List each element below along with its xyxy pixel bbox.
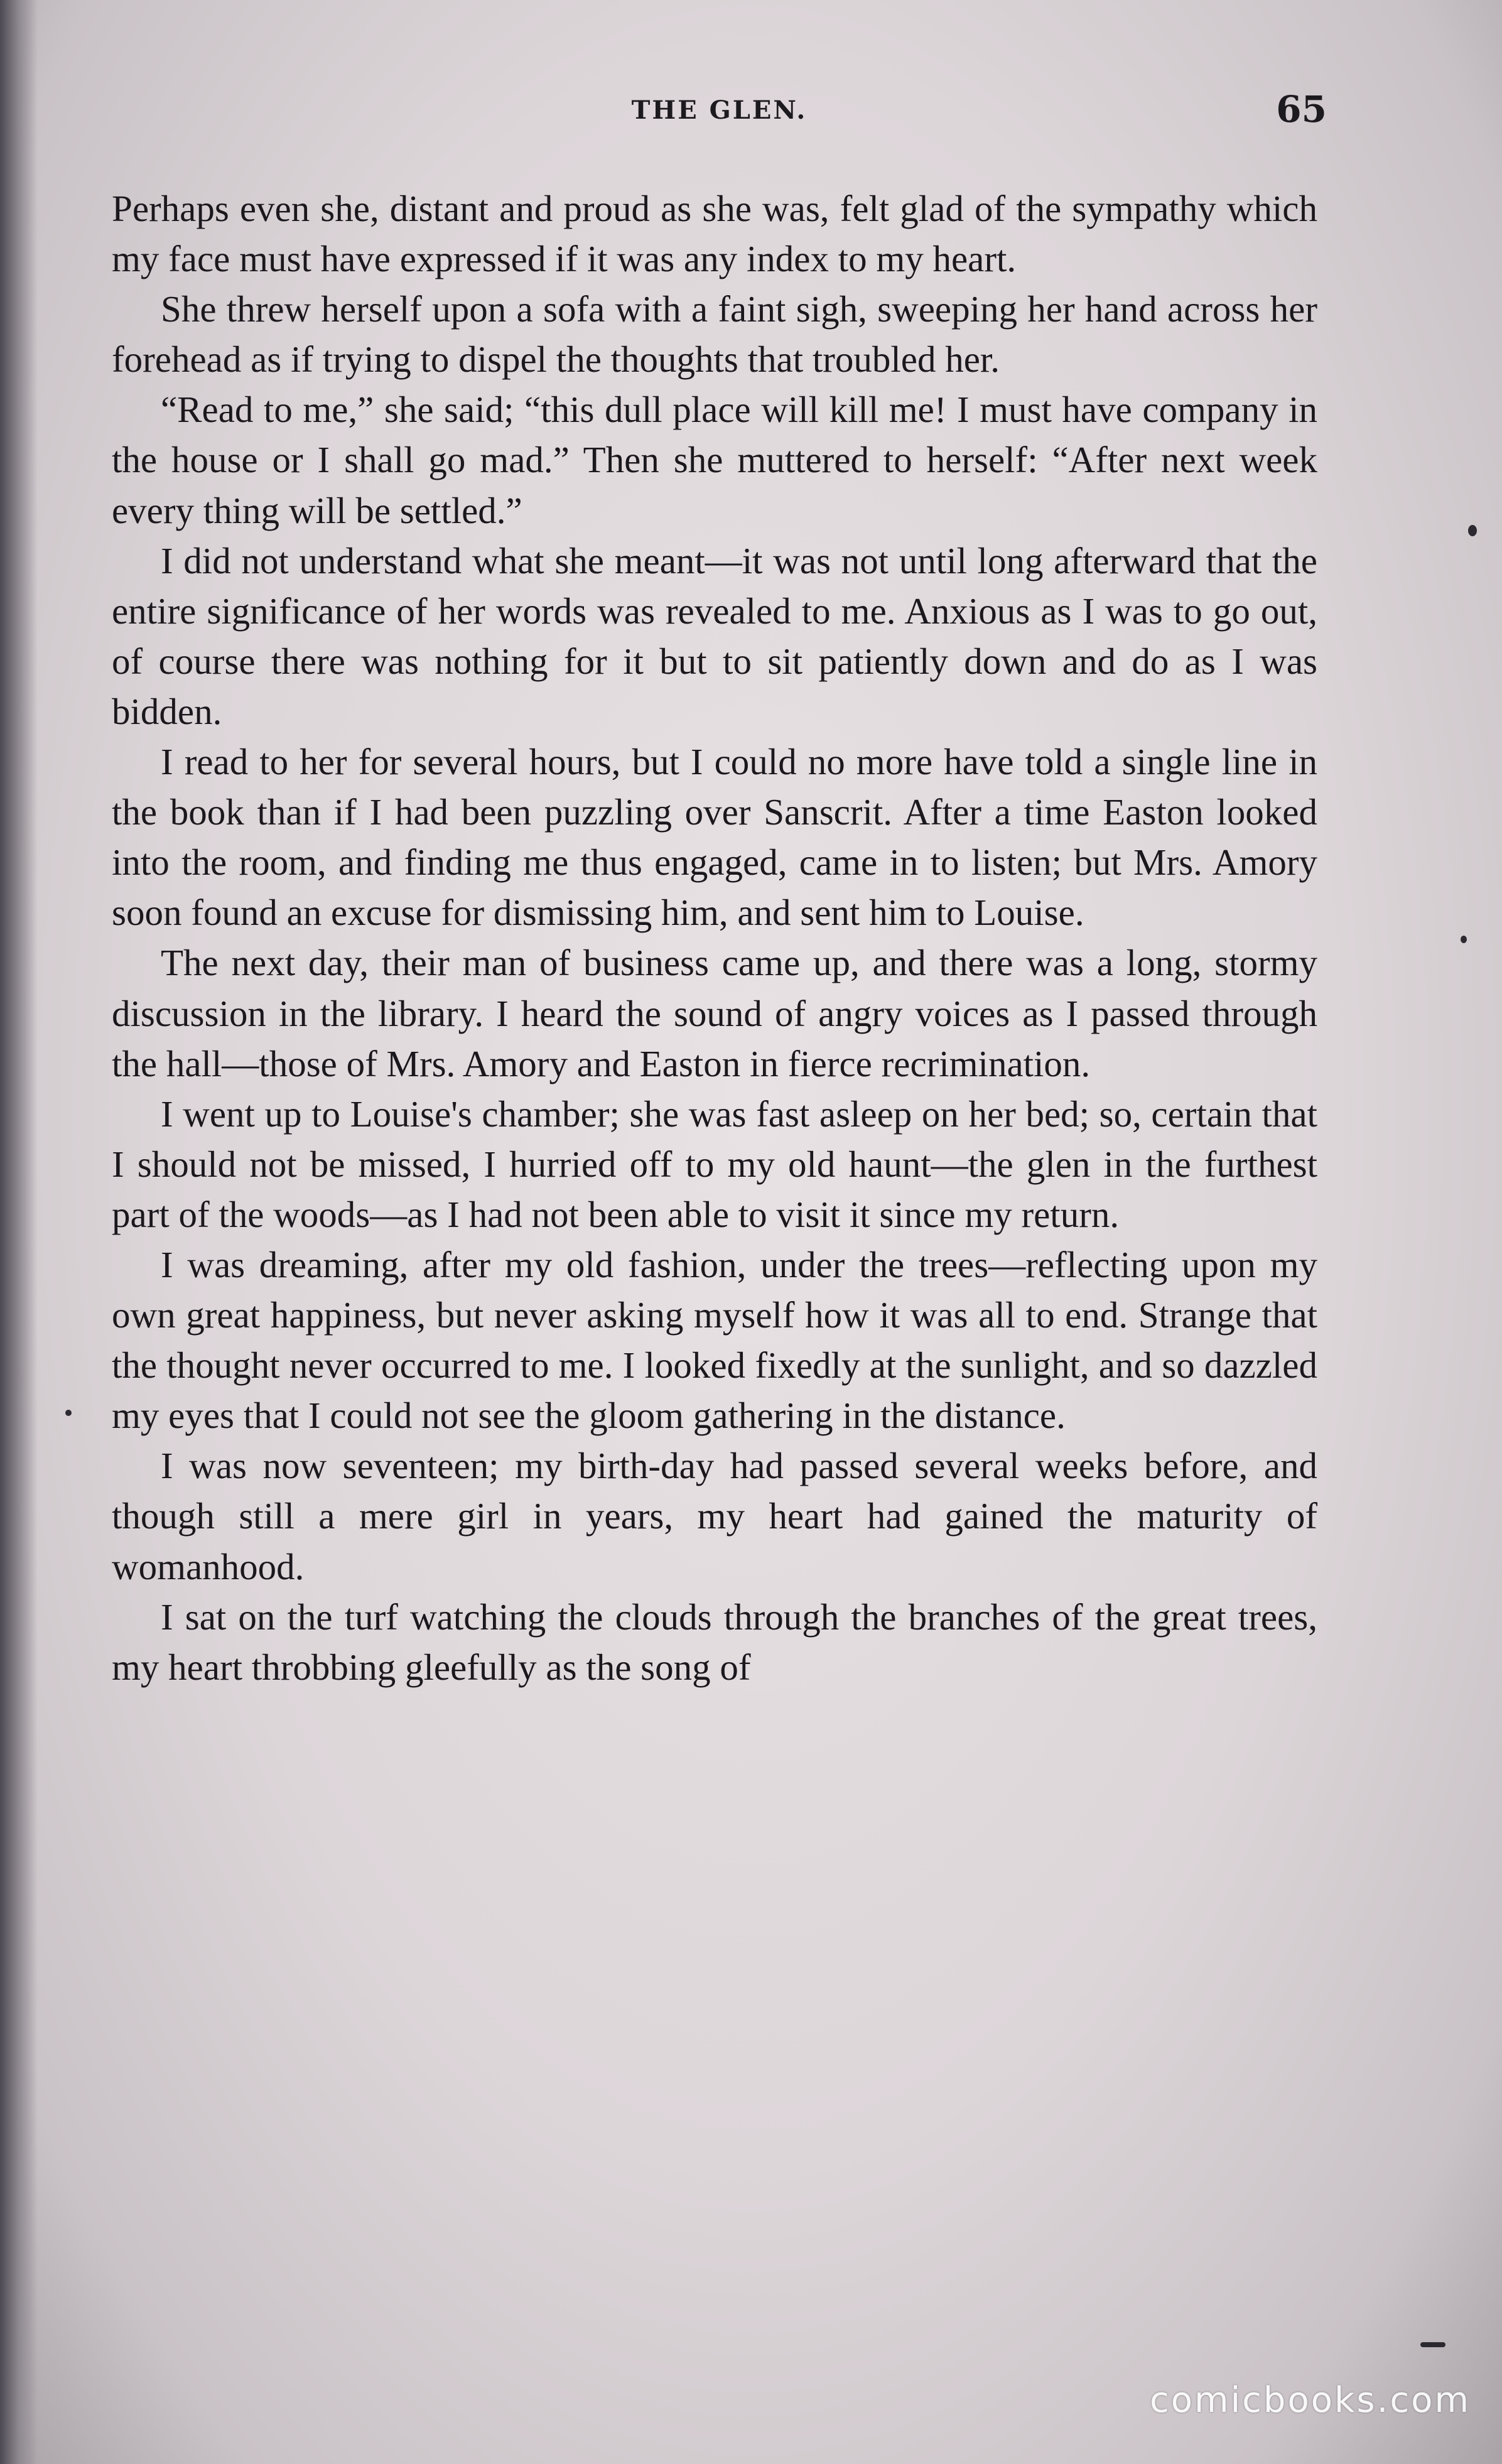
- page-gutter-shadow: [0, 0, 38, 2464]
- chapter-title: THE GLEN.: [631, 95, 808, 125]
- paragraph: Perhaps even she, distant and proud as she was, felt glad of the sympathy which my face must have expressed if it was any index to my heart.: [112, 188, 1317, 280]
- paragraph: I did not understand what she meant—it was not until long afterward that the entire significance of her words was revealed to me. Anxious as I was to go out, of course there was nothing for it but to sit patiently down and do as I was bidden.: [112, 539, 1317, 732]
- paragraph: “Read to me,” she said; “this dull place will kill me! I must have company in the house or I shall go mad.” Then she muttered to herself: “After next week every thing will be settled.”: [112, 389, 1317, 531]
- ink-speck: [65, 1410, 72, 1416]
- page-number: 65: [1276, 88, 1327, 131]
- ink-speck: [1461, 936, 1467, 943]
- ink-speck: [1468, 525, 1477, 536]
- paragraph: I was now seventeen; my birth-day had passed several weeks before, and though still a mere girl in years, my heart had gained the maturity of womanhood.: [112, 1445, 1317, 1587]
- paragraph: I went up to Louise's chamber; she was fast asleep on her bed; so, certain that I should not be missed, I hurried off to my old haunt—the glen in the furthest part of the woods—as I had not been able to visit it since my return.: [112, 1093, 1317, 1235]
- paragraph: I read to her for several hours, but I could no more have told a single line in the book than if I had been puzzling over Sanscrit. After a time Easton looked into the room, and finding me thus engaged, came in to listen; but Mrs. Amory soon found an excuse for dismissing him, and sent him to Louise.: [112, 741, 1317, 934]
- paragraph: The next day, their man of business came up, and there was a long, stormy discussion in the library. I heard the sound of angry voices as I passed through the hall—those of Mrs. Amory and Easton in fierce recrimination.: [112, 942, 1317, 1084]
- ink-speck: [1420, 2342, 1445, 2347]
- paragraph: She threw herself upon a sofa with a faint sigh, sweeping her hand across her forehead as if trying to dispel the thoughts that troubled her.: [112, 288, 1317, 381]
- watermark: comicbooks.com: [1149, 2380, 1471, 2421]
- running-head: [112, 88, 1327, 144]
- body-text: [112, 183, 1317, 1692]
- paragraph: I was dreaming, after my old fashion, under the trees—reflecting upon my own great happiness, but never asking myself how it was all to end. Strange that the thought never occurred to me. I looked fixedly at the sunlight, and so dazzled my eyes that I could not see the gloom gathering in the distance.: [112, 1243, 1317, 1437]
- paragraph: I sat on the turf watching the clouds through the branches of the great trees, my heart throbbing gleefully as the song of: [112, 1596, 1317, 1688]
